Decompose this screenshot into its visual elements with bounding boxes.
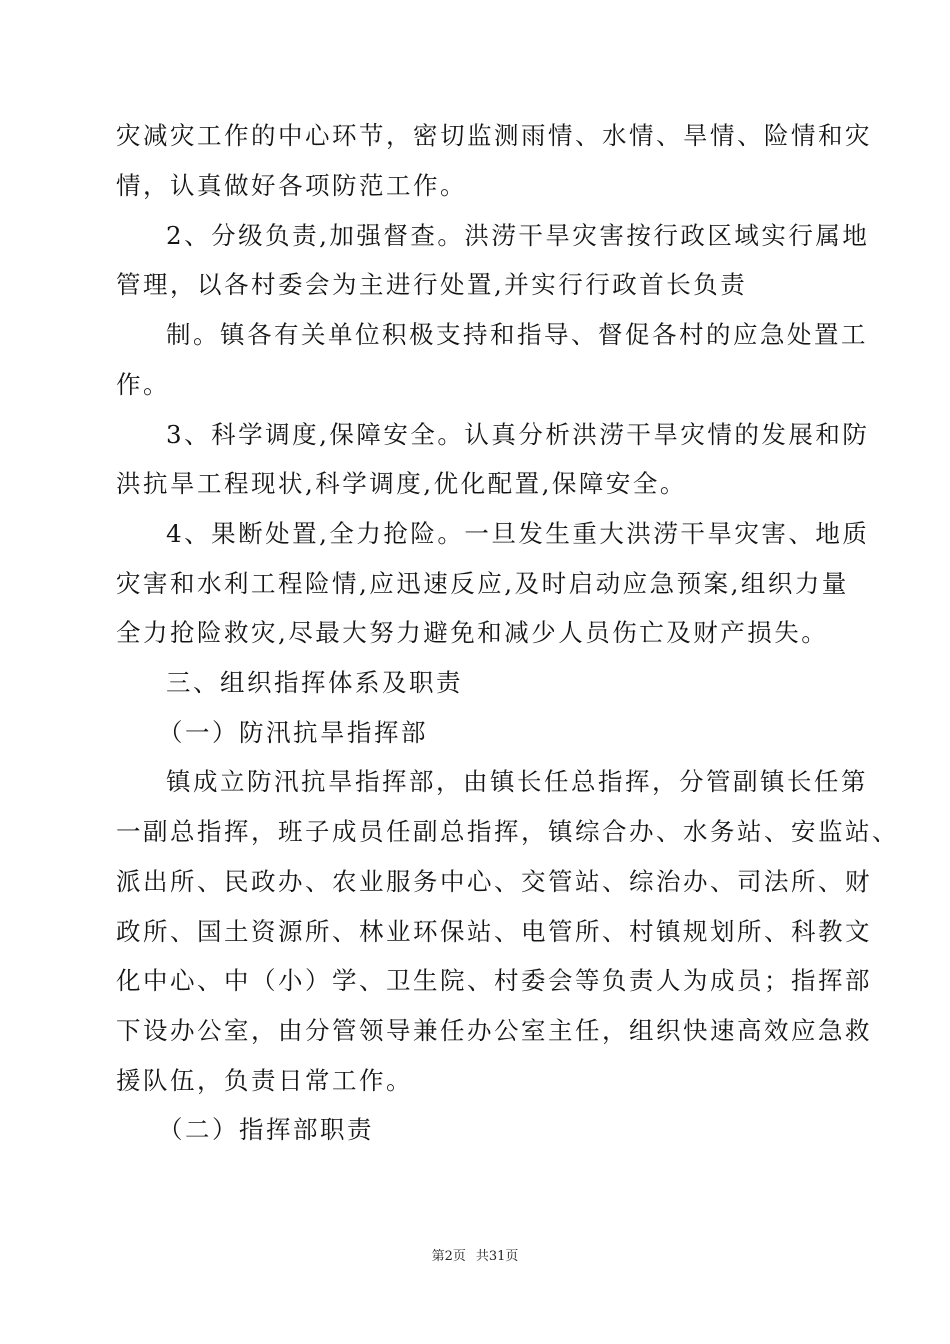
text-line-2: 情，认真做好各项防范工作。 — [116, 171, 467, 200]
page-number-total: 共31页 — [475, 1249, 519, 1264]
text-line-1: 灾减灾工作的中心环节，密切监测雨情、水情、旱情、险情和灾 — [116, 121, 872, 150]
text-line-10: 灾害和水利工程险情,应迅速反应,及时启动应急预案,组织力量 — [116, 569, 849, 598]
text-line-5: 制。镇各有关单位积极支持和指导、督促各村的应急处置工 — [166, 320, 868, 349]
text-line-7: 3、科学调度,保障安全。认真分析洪涝干旱灾情的发展和防 — [166, 420, 870, 449]
text-line-11: 全力抢险救灾,尽最大努力避免和减少人员伤亡及财产损失。 — [116, 618, 829, 647]
text-line-8: 洪抗旱工程现状,科学调度,优化配置,保障安全。 — [116, 469, 687, 498]
text-line-14: 镇成立防汛抗旱指挥部，由镇长任总指挥，分管副镇长任第 — [166, 767, 868, 796]
page-footer — [0, 1248, 950, 1266]
text-line-4: 管理，以各村委会为主进行处置,并实行行政首长负责 — [116, 270, 748, 299]
text-line-19: 下设办公室，由分管领导兼任办公室主任，组织快速高效应急救 — [116, 1016, 872, 1045]
text-line-17: 政所、国土资源所、林业环保站、电管所、村镇规划所、科教文 — [116, 917, 872, 946]
text-line-15: 一副总指挥，班子成员任副总指挥，镇综合办、水务站、安监站、 — [116, 817, 899, 846]
text-line-9: 4、果断处置,全力抢险。一旦发生重大洪涝干旱灾害、地质 — [166, 519, 870, 548]
subsection-heading-2: （二）指挥部职责 — [158, 1115, 374, 1144]
section-heading-3: 三、组织指挥体系及职责 — [166, 668, 463, 697]
subsection-heading-1: （一）防汛抗旱指挥部 — [158, 718, 428, 747]
text-line-6: 作。 — [116, 370, 170, 399]
text-line-18: 化中心、中（小）学、卫生院、村委会等负责人为成员；指挥部 — [116, 966, 872, 995]
text-line-20: 援队伍，负责日常工作。 — [116, 1066, 413, 1095]
text-line-16: 派出所、民政办、农业服务中心、交管站、综治办、司法所、财 — [116, 867, 872, 896]
text-line-3: 2、分级负责,加强督查。洪涝干旱灾害按行政区域实行属地 — [166, 221, 870, 250]
page-number-current: 第2页 — [431, 1249, 466, 1264]
